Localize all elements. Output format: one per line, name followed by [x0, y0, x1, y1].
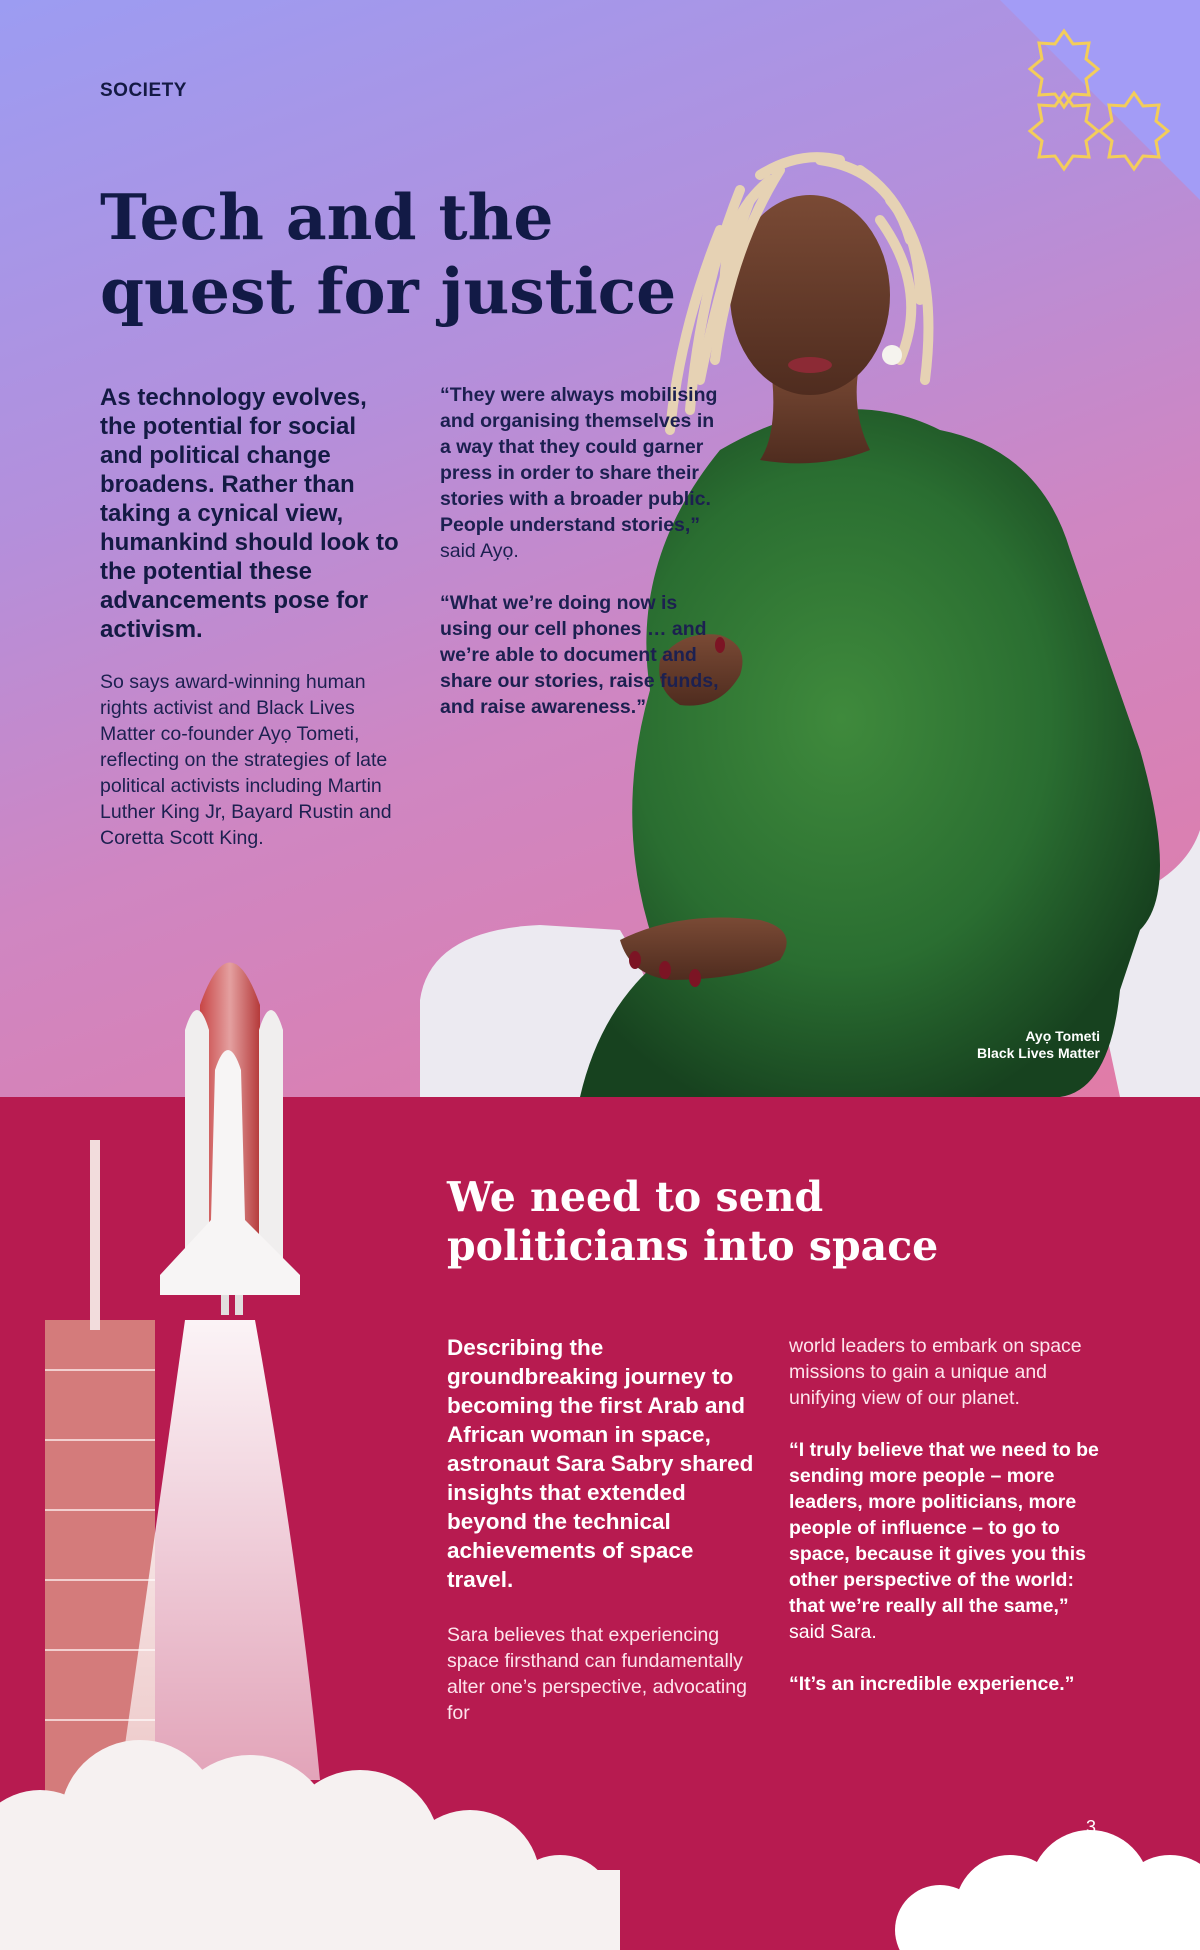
- quote-text: “They were always mobilising and organising themselves in a way that they could garner press in order to share their stories with a broader public. People understand stories,”: [440, 384, 718, 536]
- body-paragraph-2: Sara believes that experiencing space firsthand can fundamentally alter one’s perspective, advocating for: [447, 1624, 747, 1724]
- quote-attribution: said Ayọ.: [440, 540, 519, 562]
- caption-name: Ayọ Tometi: [1025, 1028, 1100, 1044]
- section-label: SOCIETY: [100, 80, 187, 101]
- pull-quote-2: “What we’re doing now is using our cell phones … and we’re able to document and share our stories, raise funds, and raise awareness.”: [440, 592, 719, 718]
- pull-quote-1: [440, 382, 720, 564]
- section-headline: We need to send politicians into space: [447, 1173, 939, 1270]
- photo-caption: [977, 1028, 1100, 1062]
- lead-paragraph-2: Describing the groundbreaking journey to becoming the first Arab and African woman in space, astronaut Sara Sabry shared insights that extended beyond the technical achievements of space travel.: [447, 1335, 754, 1592]
- body-continuation: world leaders to embark on space missions to gain a unique and unifying view of our planet.: [789, 1335, 1082, 1409]
- caption-org: Black Lives Matter: [977, 1045, 1100, 1061]
- page-number: 3: [1086, 1817, 1097, 1837]
- eight-point-star-icon: [1020, 25, 1180, 175]
- second-column: [789, 1333, 1109, 1723]
- article-headline: Tech and the quest for justice: [100, 180, 677, 328]
- pull-quote-4: “It’s an incredible experience.”: [789, 1673, 1075, 1695]
- quote-attribution: said Sara.: [789, 1621, 877, 1643]
- cloud-illustration: [880, 1800, 1200, 1950]
- body-paragraph: So says award-winning human rights activist and Black Lives Matter co-founder Ayọ Tometi, reflecting on the strategies of late political activists including Martin Luther King Jr, Bayard Rustin and Coretta Scott King.: [100, 671, 392, 849]
- quote-text: “I truly believe that we need to be sending more people – more leaders, more politicians, more people of influence – to go to space, because it gives you this other perspective of the world: that we’re really all the same,”: [789, 1439, 1099, 1617]
- quote-column: [440, 382, 720, 746]
- pull-quote-3: [789, 1437, 1109, 1645]
- lead-paragraph: As technology evolves, the potential for social and political change broadens. Rather than taking a cynical view, humankind should look to the potential these advancements pose for activism.: [100, 384, 399, 643]
